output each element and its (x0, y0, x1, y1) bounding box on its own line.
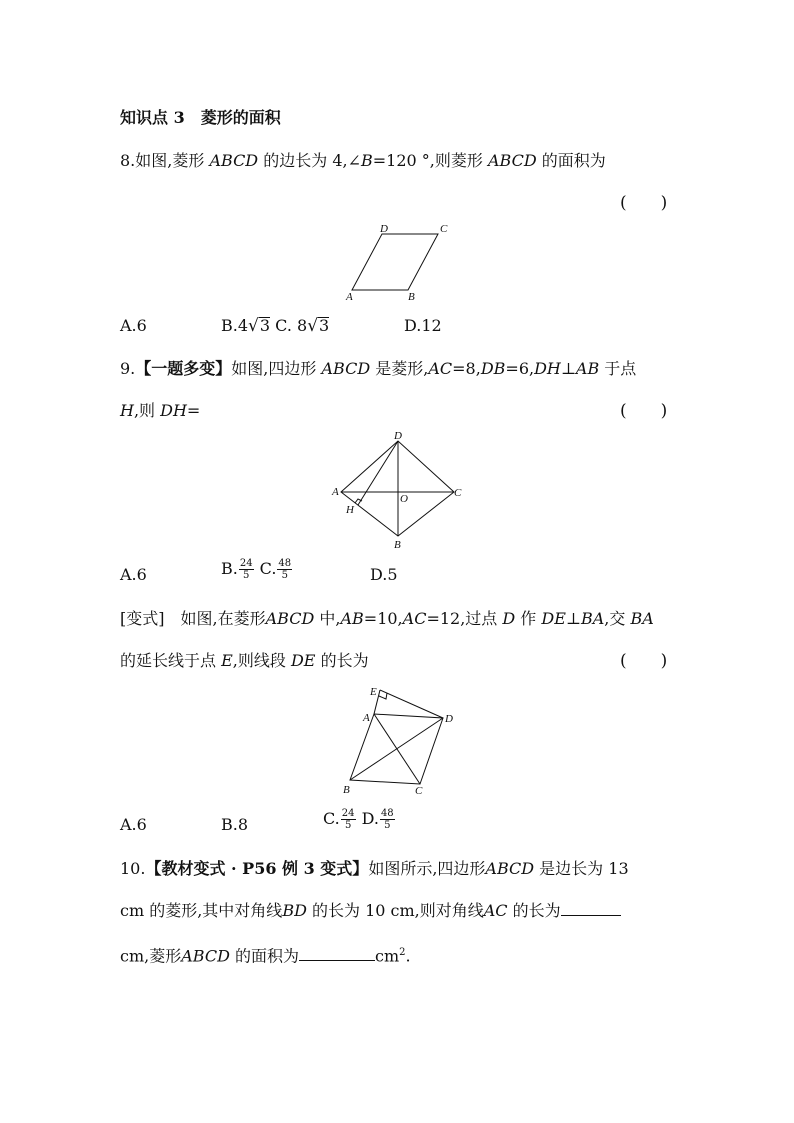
q8-label-d: D (380, 223, 388, 235)
q10-blank-area[interactable] (299, 960, 375, 961)
q8-text-c: =120 °,则菱形 (372, 151, 488, 170)
q9-text-f: 于点 (599, 359, 637, 378)
q9-rhombus-figure (328, 430, 468, 550)
q9-option-c-numerator: 48 (278, 558, 292, 569)
variant-option-a: A.6 (120, 815, 147, 834)
q9-option-b (221, 558, 293, 581)
variant-line2-c: 的长为 (315, 651, 369, 670)
question-10-stem-line2 (120, 901, 621, 921)
variant-perpendicular-de (380, 690, 443, 718)
q9-option-d: D.5 (370, 565, 398, 584)
q9-option-a: A.6 (120, 565, 147, 584)
variant-label-a: A (363, 712, 370, 724)
variant-ac: AC (402, 609, 427, 628)
variant-right-angle-mark (379, 693, 387, 699)
q8-label-b: B (408, 291, 415, 303)
q10-unit-sup: 2 (399, 947, 406, 958)
variant-label-d: D (445, 713, 453, 725)
q9-label-a: A (332, 486, 339, 498)
q9-option-b-denominator: 5 (243, 570, 250, 581)
q10-line2-c: 的长为 (507, 901, 561, 920)
q8-abcd: ABCD (209, 151, 259, 170)
q9-text-d: =6, (505, 359, 535, 378)
q10-unit: cm (375, 946, 400, 966)
variant-label-e: E (370, 686, 377, 698)
q8-rhombus-shape (352, 234, 438, 290)
variant-option-b: B.8 (221, 815, 249, 834)
question-10-stem-line3 (120, 943, 411, 966)
variant-text-c: =10, (363, 609, 403, 628)
variant-abcd: ABCD (265, 609, 315, 628)
variant-text-d: =12,过点 (426, 609, 503, 628)
q9-text-a: 如图,四边形 (231, 359, 322, 378)
variant-text-a: 如图,在菱形 (164, 609, 266, 628)
variant-option-d-numerator: 48 (380, 808, 394, 819)
q8-option-d: D.12 (404, 316, 442, 335)
radical-sign-icon: √ (248, 316, 259, 336)
q9-label-h: H (346, 504, 354, 516)
q10-text-b: 是边长为 13 (534, 859, 629, 878)
variant-rhombus-figure (335, 680, 465, 800)
q9-label-c: C (454, 487, 462, 499)
q10-ac: AC (483, 901, 508, 920)
q10-abcd2: ABCD (181, 946, 230, 966)
question-8-stem (120, 151, 606, 171)
variant-answer-paren: ( ) (620, 651, 668, 671)
q9-label-o: O (400, 493, 408, 505)
variant-option-d-fraction (380, 808, 395, 831)
variant-de2: DE (290, 651, 316, 670)
variant-stem-line2 (120, 651, 369, 671)
q9-text-e: ⊥ (560, 359, 576, 378)
q10-blank-ac[interactable] (561, 915, 621, 916)
variant-de: DE (541, 609, 566, 628)
q8-label-a: A (346, 291, 353, 303)
q8-abcd2: ABCD (487, 151, 537, 170)
q9-label-d: D (394, 430, 402, 442)
q8-text-a: 如图,菱形 (135, 151, 210, 170)
variant-e: E (221, 651, 233, 670)
q9-label-b: B (394, 539, 401, 550)
section-title (120, 108, 281, 128)
q8-text-d: 的面积为 (536, 151, 606, 170)
q9-answer-paren: ( ) (620, 401, 668, 421)
variant-option-c (323, 808, 396, 831)
q9-option-b-prefix: B. (221, 559, 238, 578)
variant-line2-a: 的延长线于点 (120, 651, 222, 670)
q10-line3-a: cm,菱形 (120, 946, 182, 966)
variant-option-c-numerator: 24 (341, 808, 355, 819)
q8-b: B (361, 151, 373, 170)
q9-text-g: ,则 (133, 401, 161, 420)
q9-option-b-fraction (239, 558, 254, 581)
variant-ab: AB (340, 609, 364, 628)
variant-option-c-fraction (341, 808, 356, 831)
question-9-stem-line2 (120, 401, 200, 421)
q9-ac: AC (428, 359, 453, 378)
variant-option-d-prefix: D. (356, 809, 379, 828)
variant-d: D (502, 609, 516, 628)
q9-option-c-denominator: 5 (281, 570, 288, 581)
q10-bd: BD (282, 901, 307, 920)
variant-option-c-denominator: 5 (344, 820, 352, 831)
q8-rhombus-figure (340, 220, 460, 304)
q8-option-c-radicand: 3 (319, 316, 330, 335)
variant-option-d-denominator: 5 (384, 820, 391, 831)
variant-diagonal-bd (350, 718, 443, 780)
variant-text-e: 作 (515, 609, 542, 628)
q9-perpendicular-dh (358, 441, 398, 505)
section-title-text: 知识点 3 菱形的面积 (120, 108, 281, 127)
variant-stem (120, 609, 654, 629)
q10-tag: 【教材变式 · P56 例 3 变式】 (145, 859, 369, 878)
q8-answer-paren: ( ) (620, 193, 668, 213)
radical-sign-icon: √ (307, 316, 319, 336)
q9-ab: AB (575, 359, 600, 378)
q9-db: DB (480, 359, 506, 378)
variant-text-g: ,交 (604, 609, 631, 628)
q8-option-a: A.6 (120, 316, 147, 335)
q8-option-b (221, 316, 329, 336)
q8-label-c: C (440, 223, 448, 235)
variant-line2-b: ,则线段 (232, 651, 291, 670)
variant-label-c: C (415, 785, 423, 797)
q8-option-c-prefix: C. 8 (275, 316, 308, 335)
variant-ba: BA (580, 609, 605, 628)
variant-tag: [变式] (120, 609, 165, 628)
q8-option-b-radicand: 3 (259, 316, 271, 335)
q9-dh2: DH (160, 401, 187, 420)
q9-option-c-fraction (277, 558, 292, 581)
q10-line2-a: cm 的菱形,其中对角线 (120, 901, 283, 920)
q9-h: H (120, 401, 134, 420)
q9-number: 9. (120, 359, 136, 378)
q10-abcd: ABCD (485, 859, 535, 878)
q9-abcd: ABCD (321, 359, 371, 378)
q9-text-c: =8, (452, 359, 481, 378)
variant-option-c-prefix: C. (323, 809, 340, 828)
q9-dh: DH (534, 359, 561, 378)
variant-ba2: BA (630, 609, 654, 628)
q10-line2-b: 的长为 10 cm,则对角线 (306, 901, 484, 920)
variant-text-b: 中, (314, 609, 341, 628)
q10-text-a: 如图所示,四边形 (368, 859, 486, 878)
q9-text-b: 是菱形, (370, 359, 429, 378)
variant-label-b: B (343, 784, 350, 796)
q8-number: 8. (120, 151, 136, 170)
q9-text-h: = (186, 401, 201, 420)
variant-text-f: ⊥ (565, 609, 581, 628)
q9-tag: 【一题多变】 (135, 359, 232, 378)
q10-end: . (405, 946, 411, 966)
q9-option-b-numerator: 24 (239, 558, 253, 569)
q10-line3-b: 的面积为 (229, 946, 300, 966)
question-10-stem (120, 859, 629, 879)
q8-option-b-prefix: B.4 (221, 316, 249, 335)
q8-text-b: 的边长为 4,∠ (258, 151, 361, 170)
q10-number: 10. (120, 859, 146, 878)
question-9-stem (120, 359, 636, 379)
q9-option-c-prefix: C. (254, 559, 277, 578)
